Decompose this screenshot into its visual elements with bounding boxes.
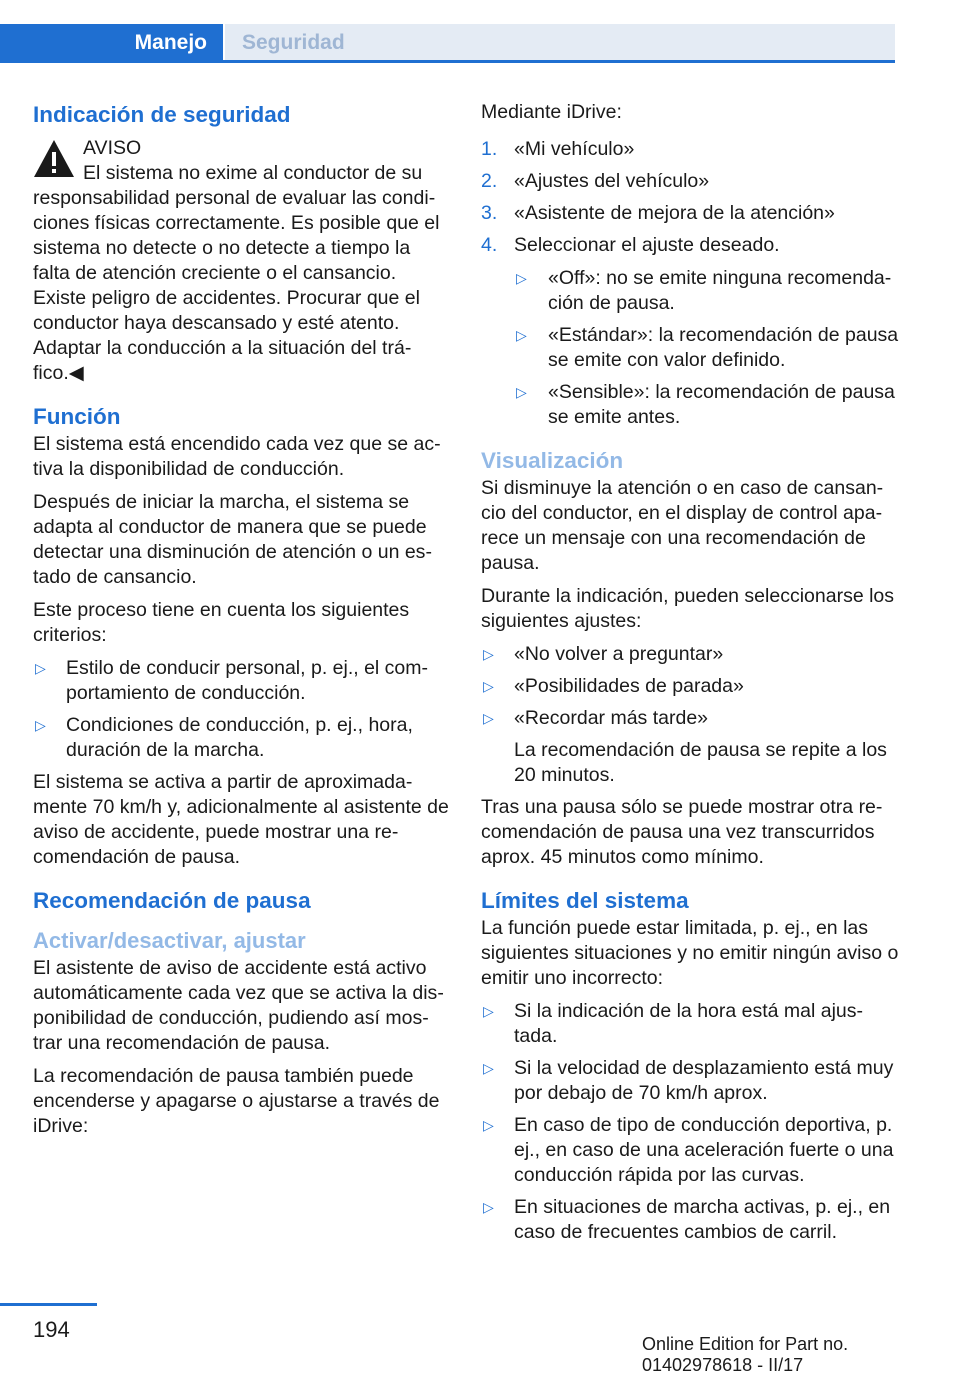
paragraph: La recomendación de pausa también puede encenderse y apagarse o ajustarse a través de iDrive: bbox=[33, 1065, 440, 1137]
paragraph: El sistema está encendido cada vez que se activa la disponibilidad de conducción. bbox=[33, 433, 441, 480]
triangle-bullet-icon: ▷ bbox=[35, 660, 46, 676]
list-item: ▷ Estilo de conducir personal, p. ej., el comportamiento de conducción. bbox=[35, 657, 429, 704]
paragraph: Tras una pausa sólo se puede mostrar otra recomendación de pausa una vez transcurridos aprox. 45 minutos como mínimo. bbox=[481, 796, 883, 868]
idrive-steps bbox=[481, 137, 899, 430]
list-item: ▷ En situaciones de marcha activas, p. ej., en caso de frecuentes cambios de carril. bbox=[483, 1196, 891, 1243]
triangle-bullet-icon: ▷ bbox=[483, 1199, 494, 1215]
triangle-bullet-icon: ▷ bbox=[516, 327, 527, 343]
list-item: ▷ «Estándar»: la recomendación de pausa se emite con valor definido. bbox=[516, 324, 899, 371]
paragraph: Durante la indicación, pueden seleccionarse los siguientes ajustes: bbox=[481, 585, 895, 632]
triangle-bullet-icon: ▷ bbox=[483, 1117, 494, 1133]
list-item: ▷ «Recordar más tarde» La recomendación de pausa se repite a los 20 minutos. bbox=[481, 706, 899, 788]
list-item: 1. «Mi vehículo» bbox=[481, 138, 635, 160]
warning-triangle-icon bbox=[33, 138, 75, 180]
list-item: 2. «Ajustes del vehículo» bbox=[481, 170, 710, 192]
page-number: 194 bbox=[33, 1317, 70, 1342]
paragraph: Mediante iDrive: bbox=[481, 101, 622, 123]
heading-recomendacion-pausa: Recomendación de pausa bbox=[33, 888, 311, 913]
criteria-list bbox=[33, 656, 449, 763]
triangle-bullet-icon: ▷ bbox=[483, 646, 494, 662]
list-item: ▷ Condiciones de conducción, p. ej., hora, duración de la marcha. bbox=[35, 714, 413, 761]
warning-box bbox=[33, 136, 449, 386]
paragraph: El sistema se activa a partir de aproximadamente 70 km/h y, adicionalmente al asistente de aviso de accidente, puede mostrar una recomendación de pausa. bbox=[33, 771, 449, 868]
heading-funcion: Función bbox=[33, 404, 121, 429]
paragraph: El asistente de aviso de accidente está activo automáticamente cada vez que se activa la disponibilidad de conducción, pudiendo así mostrar una recomendación de pausa. bbox=[33, 957, 444, 1054]
triangle-bullet-icon: ▷ bbox=[35, 717, 46, 733]
sub-options-list bbox=[514, 266, 899, 430]
list-item: 4. Seleccionar el ajuste deseado. ▷ «Off»: no se emite ninguna recomendación de pausa. ▷ «Estándar»: la recomendación de pausa se emite con valor definido. ▷ «Sensible»: la recomendación de pausa se emite antes. bbox=[481, 234, 899, 428]
paragraph: Después de iniciar la marcha, el sistema se adapta al conductor de manera que se puede detectar una disminución de atención o un estado de cansancio. bbox=[33, 491, 432, 588]
triangle-bullet-icon: ▷ bbox=[483, 678, 494, 694]
triangle-bullet-icon: ▷ bbox=[483, 1060, 494, 1076]
list-item: 3. «Asistente de mejora de la atención» bbox=[481, 202, 835, 224]
list-item: ▷ Si la indicación de la hora está mal ajustada. bbox=[483, 1000, 864, 1047]
paragraph: Este proceso tiene en cuenta los siguientes criterios: bbox=[33, 599, 410, 646]
warning-title: AVISO bbox=[83, 137, 142, 159]
left-column bbox=[33, 100, 449, 1147]
triangle-bullet-icon: ▷ bbox=[483, 710, 494, 726]
right-column bbox=[481, 100, 899, 1252]
heading-visualizacion: Visualización bbox=[481, 448, 624, 473]
header-divider bbox=[0, 60, 895, 63]
paragraph: La función puede estar limitada, p. ej., en las siguientes situaciones y no emitir ningún aviso o emitir uno incorrecto: bbox=[481, 917, 899, 989]
recordar-note: La recomendación de pausa se repite a los 20 minutos. bbox=[514, 739, 887, 786]
tab-seguridad[interactable]: Seguridad bbox=[225, 24, 895, 62]
paragraph: Si disminuye la atención o en caso de cansancio del conductor, en el display de control aparece un mensaje con una recomendación de pausa. bbox=[481, 477, 884, 574]
tab-manejo[interactable]: Manejo bbox=[0, 24, 223, 62]
list-item: ▷ «Posibilidades de parada» bbox=[483, 675, 744, 697]
heading-indicacion-seguridad: Indicación de seguridad bbox=[33, 102, 291, 127]
header-bar bbox=[0, 0, 895, 63]
list-item: ▷ «No volver a preguntar» bbox=[483, 643, 724, 665]
list-item: ▷ Si la velocidad de desplazamiento está muy por debajo de 70 km/h aprox. bbox=[483, 1057, 894, 1104]
list-item: ▷ «Off»: no se emite ninguna recomendación de pausa. bbox=[516, 267, 892, 314]
heading-limites-sistema: Límites del sistema bbox=[481, 888, 689, 913]
triangle-bullet-icon: ▷ bbox=[516, 270, 527, 286]
heading-activar-desactivar: Activar/desactivar, ajustar bbox=[33, 928, 306, 953]
settings-list bbox=[481, 642, 899, 788]
triangle-bullet-icon: ▷ bbox=[483, 1003, 494, 1019]
limits-list bbox=[481, 999, 899, 1245]
list-item: ▷ En caso de tipo de conducción deportiva, p. ej., en caso de una aceleración fuerte o una conducción rápida por las curvas. bbox=[483, 1114, 894, 1186]
edition-text: Online Edition for Part no. 01402978618 - II/17 bbox=[642, 1334, 849, 1375]
footer-divider bbox=[0, 1303, 97, 1306]
warning-text: El sistema no exime al conductor de su responsabilidad personal de evaluar las condiciones físicas correctamente. Es posible que el sistema no detecte o no detecte a tiempo la falta de atención creciente o el cansancio. Existe peligro de accidentes. Procurar que el conductor haya descansado y esté atento. Adaptar la conducción a la situación del tráfico.◀ bbox=[33, 162, 440, 384]
list-item: ▷ «Sensible»: la recomendación de pausa se emite antes. bbox=[516, 381, 895, 428]
triangle-bullet-icon: ▷ bbox=[516, 384, 527, 400]
